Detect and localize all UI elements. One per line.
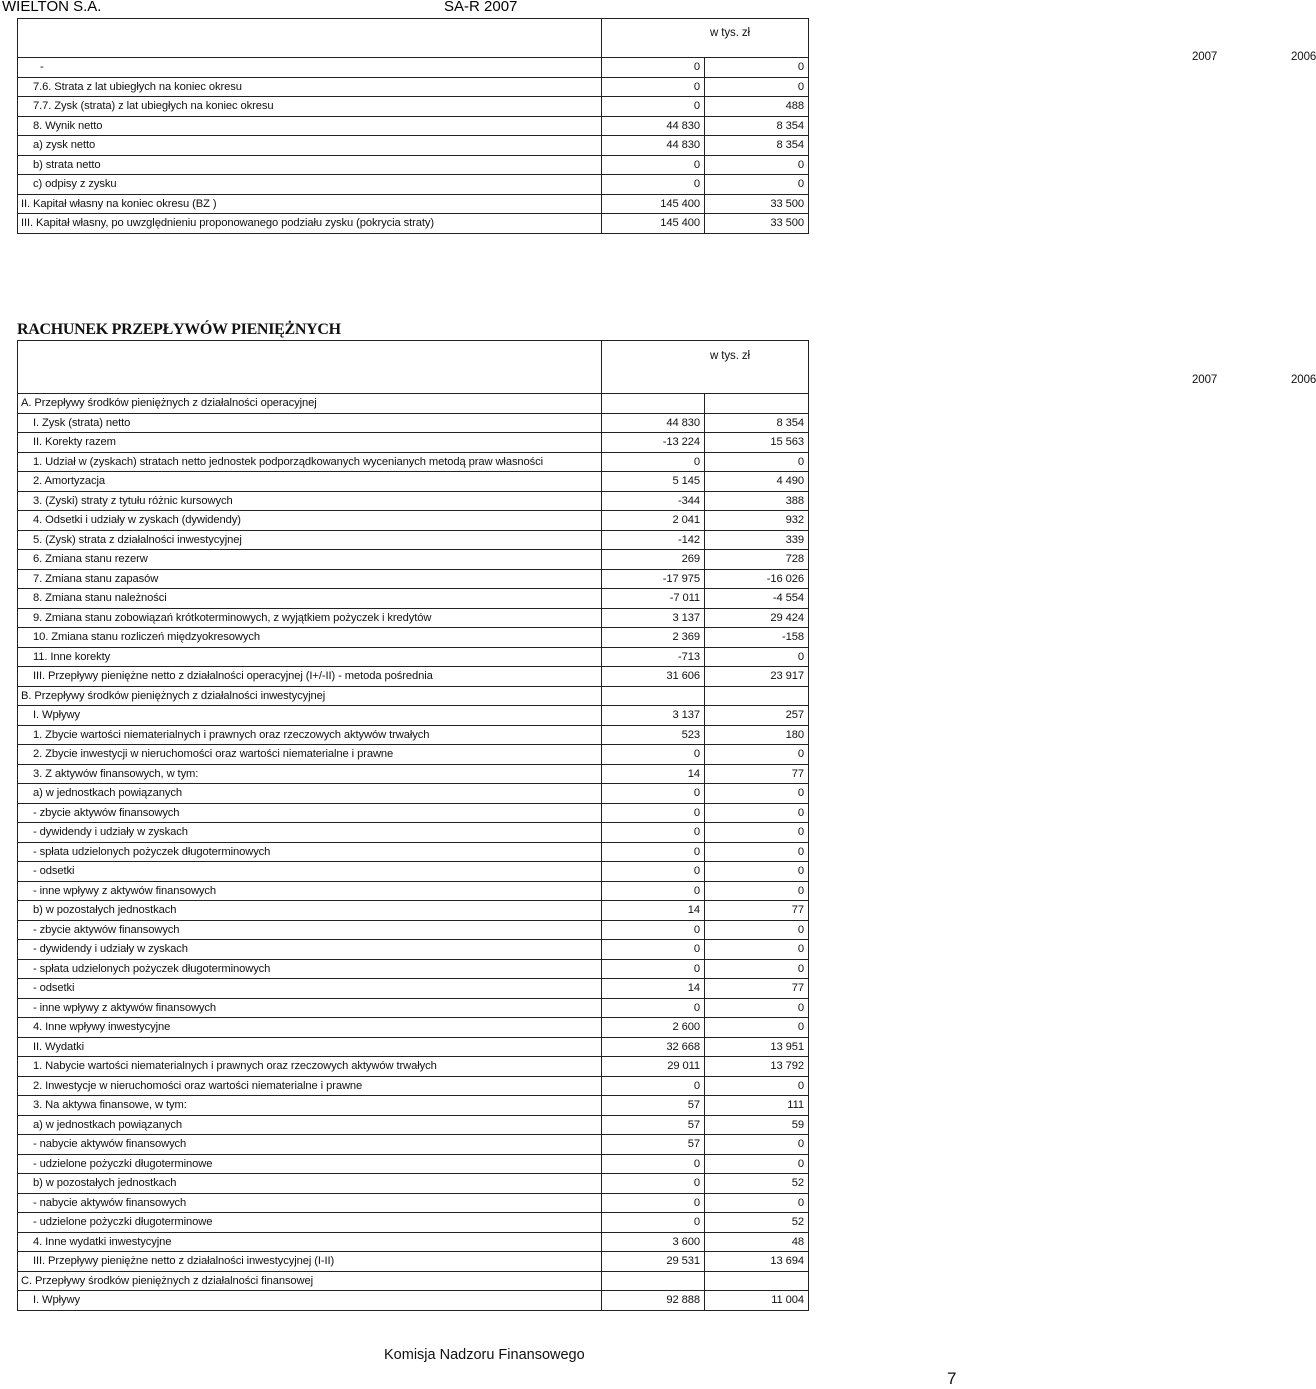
value-2006	[705, 1271, 809, 1291]
value-2006: 8 354	[705, 413, 809, 433]
value-2007: 0	[602, 745, 705, 765]
year-2007-header: 2007	[1192, 51, 1218, 63]
value-2007: 3 137	[602, 608, 705, 628]
value-2007: 0	[602, 452, 705, 472]
value-2006: 33 500	[705, 214, 809, 234]
value-2006: 0	[705, 842, 809, 862]
table-row	[18, 823, 809, 843]
table-row	[18, 472, 809, 492]
value-2007: -17 975	[602, 569, 705, 589]
value-2007: 145 400	[602, 194, 705, 214]
row-label: -	[18, 58, 602, 78]
table-row	[18, 491, 809, 511]
value-2006: 0	[705, 58, 809, 78]
table-row	[18, 1174, 809, 1194]
value-2007: 3 137	[602, 706, 705, 726]
value-2007: 0	[602, 784, 705, 804]
value-2007: 57	[602, 1115, 705, 1135]
value-2006: 29 424	[705, 608, 809, 628]
table-row	[18, 550, 809, 570]
row-label: I. Wpływy	[18, 706, 602, 726]
row-label: - spłata udzielonych pożyczek długoterminowych	[18, 842, 602, 862]
row-label: - udzielone pożyczki długoterminowe	[18, 1213, 602, 1233]
row-label: 4. Odsetki i udziały w zyskach (dywidendy)	[18, 511, 602, 531]
value-2007: 0	[602, 175, 705, 195]
cashflow-table	[17, 340, 1316, 1311]
value-2007: 29 011	[602, 1057, 705, 1077]
row-label: a) w jednostkach powiązanych	[18, 1115, 602, 1135]
value-2006: 0	[705, 940, 809, 960]
year-2007-header: 2007	[1192, 374, 1218, 386]
value-2006: 728	[705, 550, 809, 570]
value-2007: 44 830	[602, 413, 705, 433]
value-2006: 0	[705, 920, 809, 940]
value-2006: 23 917	[705, 667, 809, 687]
value-2006: 0	[705, 745, 809, 765]
row-label: 3. (Zyski) straty z tytułu różnic kursowych	[18, 491, 602, 511]
row-label: - udzielone pożyczki długoterminowe	[18, 1154, 602, 1174]
value-2007: -713	[602, 647, 705, 667]
value-2007: -344	[602, 491, 705, 511]
row-label: 7. Zmiana stanu zapasów	[18, 569, 602, 589]
value-2007: 0	[602, 862, 705, 882]
row-label: 1. Udział w (zyskach) stratach netto jednostek podporządkowanych wycenianych metodą praw własności	[18, 452, 602, 472]
table-row	[18, 1193, 809, 1213]
row-label: A. Przepływy środków pieniężnych z działalności operacyjnej	[18, 394, 602, 414]
value-2007	[602, 686, 705, 706]
value-2007: 0	[602, 1076, 705, 1096]
table-row	[18, 433, 809, 453]
table-row	[18, 511, 809, 531]
value-2007: 269	[602, 550, 705, 570]
value-2007: 2 369	[602, 628, 705, 648]
value-2006: 339	[705, 530, 809, 550]
value-2006: 0	[705, 1154, 809, 1174]
table-row	[18, 667, 809, 687]
value-2007: 44 830	[602, 116, 705, 136]
value-2006: 52	[705, 1213, 809, 1233]
unit-label: w tys. zł	[710, 27, 750, 39]
value-2007: 0	[602, 803, 705, 823]
value-2007: 0	[602, 1154, 705, 1174]
value-2007: 14	[602, 901, 705, 921]
value-2007	[602, 1271, 705, 1291]
value-2006: 0	[705, 77, 809, 97]
row-label: - spłata udzielonych pożyczek długoterminowych	[18, 959, 602, 979]
value-2007: 2 600	[602, 1018, 705, 1038]
table-header-row	[18, 19, 809, 58]
value-2006: 13 694	[705, 1252, 809, 1272]
row-label: B. Przepływy środków pieniężnych z działalności inwestycyjnej	[18, 686, 602, 706]
value-2006: -16 026	[705, 569, 809, 589]
page-number: 7	[947, 1369, 957, 1388]
value-2006: 77	[705, 979, 809, 999]
row-label: I. Wpływy	[18, 1291, 602, 1311]
row-label: b) strata netto	[18, 155, 602, 175]
value-2006: 0	[705, 1135, 809, 1155]
value-2006: 388	[705, 491, 809, 511]
row-label: - odsetki	[18, 979, 602, 999]
table-row	[18, 1213, 809, 1233]
table-row	[18, 842, 809, 862]
table-header-row	[18, 341, 809, 394]
row-label: 7.7. Zysk (strata) z lat ubiegłych na koniec okresu	[18, 97, 602, 117]
value-2006: -158	[705, 628, 809, 648]
row-label: a) w jednostkach powiązanych	[18, 784, 602, 804]
table-row	[18, 175, 809, 195]
table-row	[18, 589, 809, 609]
value-2006: 59	[705, 1115, 809, 1135]
value-2007: 0	[602, 155, 705, 175]
value-2007: 523	[602, 725, 705, 745]
value-2006: 0	[705, 647, 809, 667]
row-label: 6. Zmiana stanu rezerw	[18, 550, 602, 570]
table-row	[18, 452, 809, 472]
row-label: - dywidendy i udziały w zyskach	[18, 823, 602, 843]
table-row	[18, 1135, 809, 1155]
table-row	[18, 920, 809, 940]
value-2006: 4 490	[705, 472, 809, 492]
value-2007: 32 668	[602, 1037, 705, 1057]
value-2007: 0	[602, 823, 705, 843]
value-2007: 0	[602, 58, 705, 78]
footer-text: Komisja Nadzoru Finansowego	[384, 1347, 585, 1363]
value-2007: -142	[602, 530, 705, 550]
value-2006: 0	[705, 1193, 809, 1213]
value-2006: 0	[705, 784, 809, 804]
table-row	[18, 58, 809, 78]
value-2007: 0	[602, 842, 705, 862]
table-row	[18, 608, 809, 628]
row-label: II. Wydatki	[18, 1037, 602, 1057]
row-label: b) w pozostałych jednostkach	[18, 1174, 602, 1194]
row-label: II. Kapitał własny na koniec okresu (BZ )	[18, 194, 602, 214]
table-row	[18, 194, 809, 214]
table-row	[18, 725, 809, 745]
row-label: - inne wpływy z aktywów finansowych	[18, 998, 602, 1018]
value-2007: 31 606	[602, 667, 705, 687]
table-row	[18, 569, 809, 589]
value-2006: 15 563	[705, 433, 809, 453]
value-2006: 0	[705, 998, 809, 1018]
row-label: 3. Z aktywów finansowych, w tym:	[18, 764, 602, 784]
value-2006: 257	[705, 706, 809, 726]
table-row	[18, 214, 809, 234]
value-2007: -13 224	[602, 433, 705, 453]
row-label: a) zysk netto	[18, 136, 602, 156]
row-label: III. Kapitał własny, po uwzględnieniu proponowanego podziału zysku (pokrycia straty)	[18, 214, 602, 234]
year-2006-header: 2006	[1291, 374, 1316, 386]
value-2007: 3 600	[602, 1232, 705, 1252]
value-2007: 0	[602, 77, 705, 97]
row-label: - zbycie aktywów finansowych	[18, 920, 602, 940]
value-2007: 29 531	[602, 1252, 705, 1272]
value-2007: 0	[602, 1193, 705, 1213]
table-row	[18, 97, 809, 117]
row-label: - odsetki	[18, 862, 602, 882]
value-2007: 2 041	[602, 511, 705, 531]
value-2006	[705, 686, 809, 706]
table-row	[18, 1154, 809, 1174]
table-row	[18, 530, 809, 550]
row-label: 1. Zbycie wartości niematerialnych i prawnych oraz rzeczowych aktywów trwałych	[18, 725, 602, 745]
value-2006: 13 792	[705, 1057, 809, 1077]
unit-label: w tys. zł	[710, 350, 750, 362]
value-2007: 0	[602, 1174, 705, 1194]
table-row	[18, 1115, 809, 1135]
table-row	[18, 394, 809, 414]
table-row	[18, 413, 809, 433]
value-2006: 11 004	[705, 1291, 809, 1311]
row-label: 5. (Zysk) strata z działalności inwestycyjnej	[18, 530, 602, 550]
row-label: - dywidendy i udziały w zyskach	[18, 940, 602, 960]
value-2007: 5 145	[602, 472, 705, 492]
value-2006: 8 354	[705, 136, 809, 156]
value-2006: 488	[705, 97, 809, 117]
row-label: - zbycie aktywów finansowych	[18, 803, 602, 823]
value-2006: 0	[705, 1018, 809, 1038]
value-2006: 48	[705, 1232, 809, 1252]
value-2006: 0	[705, 452, 809, 472]
table-row	[18, 647, 809, 667]
value-2007: 0	[602, 959, 705, 979]
value-2006: 0	[705, 959, 809, 979]
value-2006: 8 354	[705, 116, 809, 136]
value-2006: 932	[705, 511, 809, 531]
table-row	[18, 77, 809, 97]
value-2006: 0	[705, 803, 809, 823]
table-row	[18, 155, 809, 175]
row-label: II. Korekty razem	[18, 433, 602, 453]
table-row	[18, 959, 809, 979]
row-label: 4. Inne wpływy inwestycyjne	[18, 1018, 602, 1038]
row-label: 4. Inne wydatki inwestycyjne	[18, 1232, 602, 1252]
table-row	[18, 745, 809, 765]
row-label: 7.6. Strata z lat ubiegłych na koniec okresu	[18, 77, 602, 97]
value-2006: 0	[705, 823, 809, 843]
value-2006: 111	[705, 1096, 809, 1116]
row-label: 9. Zmiana stanu zobowiązań krótkoterminowych, z wyjątkiem pożyczek i kredytów	[18, 608, 602, 628]
value-2007: 14	[602, 979, 705, 999]
value-2006	[705, 394, 809, 414]
table-row	[18, 1291, 809, 1311]
table-row	[18, 1057, 809, 1077]
value-2007: 0	[602, 97, 705, 117]
row-label: III. Przepływy pieniężne netto z działalności inwestycyjnej (I-II)	[18, 1252, 602, 1272]
report-id: SA-R 2007	[444, 0, 518, 15]
equity-table	[17, 18, 1316, 234]
value-2006: 77	[705, 764, 809, 784]
row-label: I. Zysk (strata) netto	[18, 413, 602, 433]
value-2006: 0	[705, 155, 809, 175]
table-row	[18, 940, 809, 960]
table-row	[18, 1037, 809, 1057]
value-2007	[602, 394, 705, 414]
row-label: 2. Amortyzacja	[18, 472, 602, 492]
table-row	[18, 1252, 809, 1272]
value-2007: 57	[602, 1096, 705, 1116]
table-row	[18, 881, 809, 901]
value-2006: -4 554	[705, 589, 809, 609]
table-row	[18, 1232, 809, 1252]
row-label: - inne wpływy z aktywów finansowych	[18, 881, 602, 901]
value-2007: 0	[602, 881, 705, 901]
value-2006: 52	[705, 1174, 809, 1194]
row-label: 1. Nabycie wartości niematerialnych i prawnych oraz rzeczowych aktywów trwałych	[18, 1057, 602, 1077]
table-row	[18, 901, 809, 921]
value-2007: 14	[602, 764, 705, 784]
row-label: C. Przepływy środków pieniężnych z działalności finansowej	[18, 1271, 602, 1291]
value-2007: 0	[602, 998, 705, 1018]
row-label: 2. Inwestycje w nieruchomości oraz wartości niematerialne i prawne	[18, 1076, 602, 1096]
table-row	[18, 706, 809, 726]
row-label: 8. Zmiana stanu należności	[18, 589, 602, 609]
table-row	[18, 116, 809, 136]
table-row	[18, 803, 809, 823]
value-2007: -7 011	[602, 589, 705, 609]
value-2006: 0	[705, 881, 809, 901]
table-row	[18, 1018, 809, 1038]
value-2006: 0	[705, 862, 809, 882]
value-2007: 44 830	[602, 136, 705, 156]
table-row	[18, 979, 809, 999]
row-label: b) w pozostałych jednostkach	[18, 901, 602, 921]
section-title: RACHUNEK PRZEPŁYWÓW PIENIĘŻNYCH	[17, 321, 341, 338]
row-label: - nabycie aktywów finansowych	[18, 1135, 602, 1155]
year-2006-header: 2006	[1291, 51, 1316, 63]
row-label: 2. Zbycie inwestycji w nieruchomości oraz wartości niematerialne i prawne	[18, 745, 602, 765]
value-2006: 77	[705, 901, 809, 921]
table-row	[18, 1076, 809, 1096]
table-row	[18, 764, 809, 784]
value-2007: 145 400	[602, 214, 705, 234]
row-label: 3. Na aktywa finansowe, w tym:	[18, 1096, 602, 1116]
row-label: c) odpisy z zysku	[18, 175, 602, 195]
value-2007: 92 888	[602, 1291, 705, 1311]
row-label: 8. Wynik netto	[18, 116, 602, 136]
value-2007: 0	[602, 920, 705, 940]
row-label: III. Przepływy pieniężne netto z działalności operacyjnej (I+/-II) - metoda pośrednia	[18, 667, 602, 687]
value-2006: 13 951	[705, 1037, 809, 1057]
table-row	[18, 784, 809, 804]
value-2007: 0	[602, 940, 705, 960]
table-row	[18, 1271, 809, 1291]
table-row	[18, 686, 809, 706]
value-2006: 0	[705, 175, 809, 195]
value-2007: 57	[602, 1135, 705, 1155]
value-2006: 0	[705, 1076, 809, 1096]
company-name: WIELTON S.A.	[2, 0, 102, 15]
value-2006: 33 500	[705, 194, 809, 214]
row-label: 10. Zmiana stanu rozliczeń międzyokresowych	[18, 628, 602, 648]
value-2007: 0	[602, 1213, 705, 1233]
table-row	[18, 862, 809, 882]
table-row	[18, 628, 809, 648]
table-row	[18, 136, 809, 156]
row-label: 11. Inne korekty	[18, 647, 602, 667]
value-2006: 180	[705, 725, 809, 745]
table-row	[18, 998, 809, 1018]
row-label: - nabycie aktywów finansowych	[18, 1193, 602, 1213]
table-row	[18, 1096, 809, 1116]
